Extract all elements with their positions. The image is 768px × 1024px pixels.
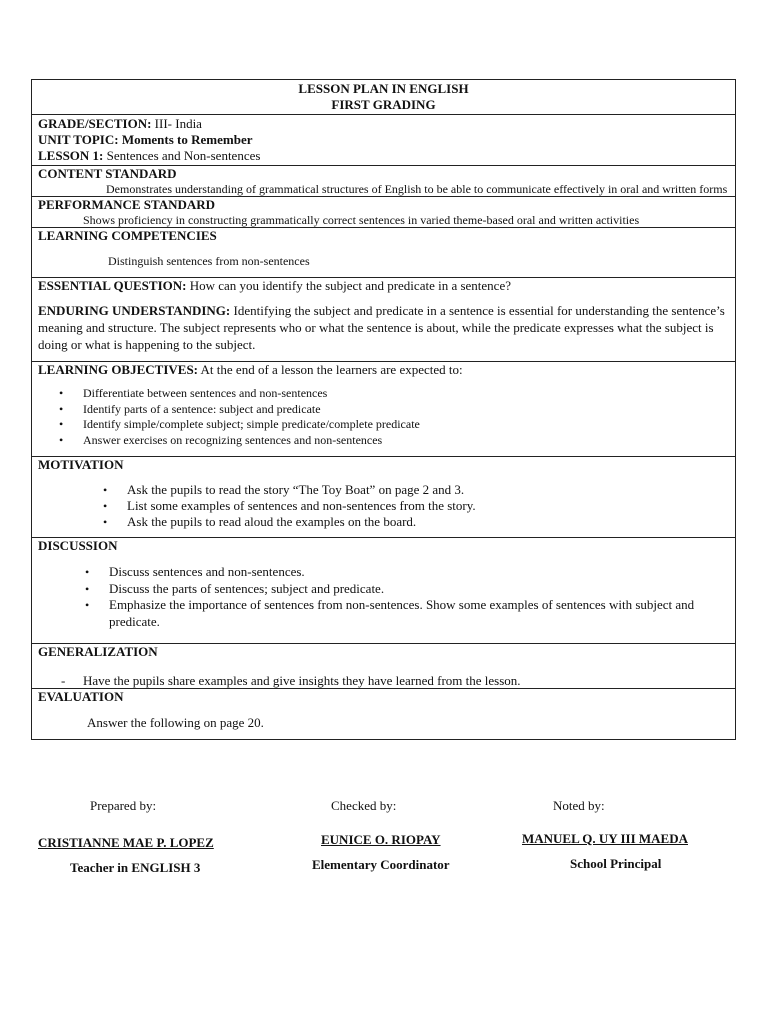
- list-item: [103, 498, 729, 514]
- bullet-icon: •: [103, 499, 108, 513]
- learning-objectives-label: LEARNING OBJECTIVES:: [38, 362, 199, 377]
- lesson-value: Sentences and Non-sentences: [103, 148, 261, 163]
- enduring-understanding-label: ENDURING UNDERSTANDING:: [38, 303, 231, 318]
- list-item: [103, 482, 729, 498]
- checked-by-label: Checked by:: [331, 798, 397, 813]
- lesson-label: LESSON 1:: [38, 148, 104, 163]
- unit-label: UNIT TOPIC: [38, 132, 115, 147]
- unit-topic-line: [38, 132, 729, 148]
- noted-by-label: Noted by:: [553, 798, 605, 813]
- list-item: [59, 401, 729, 418]
- list-item: [85, 597, 729, 630]
- motivation-label: MOTIVATION: [38, 457, 124, 472]
- learning-competencies-text: Distinguish sentences from non-sentences: [108, 254, 310, 268]
- list-item: [103, 514, 729, 530]
- learning-competencies-label: LEARNING COMPETENCIES: [38, 228, 217, 243]
- evaluation-section: [32, 689, 735, 739]
- motivation-text: List some examples of sentences and non-sentences from the story.: [127, 498, 476, 513]
- document-title: LESSON PLAN IN ENGLISH: [298, 81, 469, 96]
- learning-objectives-section: [32, 362, 735, 457]
- generalization-text: Have the pupils share examples and give insights they have learned from the lesson.: [83, 673, 521, 688]
- essential-question-text: How can you identify the subject and predicate in a sentence?: [186, 278, 511, 293]
- learning-objectives-intro: At the end of a lesson the learners are expected to:: [198, 362, 463, 377]
- discussion-text: Emphasize the importance of sentences from non-sentences. Show some examples of sentences with subject and predicate.: [109, 597, 695, 629]
- objectives-list: [38, 386, 729, 448]
- grade-section-line: [38, 116, 729, 132]
- generalization-label: GENERALIZATION: [38, 644, 158, 659]
- discussion-text: Discuss the parts of sentences; subject and predicate.: [109, 580, 385, 596]
- bullet-icon: •: [59, 386, 64, 400]
- discussion-list: [38, 564, 729, 630]
- evaluation-label: EVALUATION: [38, 689, 124, 704]
- list-item: [59, 417, 729, 433]
- info-section: [32, 115, 735, 166]
- bullet-icon: •: [85, 598, 90, 612]
- essential-question-label: ESSENTIAL QUESTION:: [38, 278, 187, 293]
- dash-icon: -: [61, 673, 66, 688]
- bullet-icon: •: [103, 515, 108, 529]
- performance-standard-section: [32, 197, 735, 228]
- enduring-understanding-text: Identifying the subject and predicate in a sentence is essential for understanding the sentence’s meaning and structure. The subject represents who or what the sentence is about, while the predicate expresses what the subject is doing or what is happening to the subject.: [38, 303, 725, 352]
- list-item: [59, 432, 729, 449]
- noted-by-title: School Principal: [570, 856, 662, 871]
- prepared-by-name: CRISTIANNE MAE P. LOPEZ: [38, 835, 214, 850]
- generalization-item: [38, 673, 729, 689]
- checked-by-title: Elementary Coordinator: [312, 857, 450, 872]
- learning-objectives-line: [38, 362, 729, 378]
- prepared-by-label: Prepared by:: [90, 798, 157, 813]
- motivation-text: Ask the pupils to read aloud the examples on the board.: [127, 514, 417, 529]
- bullet-icon: •: [59, 401, 64, 416]
- lesson-plan-table: [31, 79, 736, 740]
- discussion-section: [32, 538, 735, 644]
- content-standard-label: CONTENT STANDARD: [38, 166, 177, 181]
- lesson-line: [38, 148, 729, 164]
- objective-text: Differentiate between sentences and non-sentences: [83, 386, 328, 400]
- noted-by-name: MANUEL Q. UY III MAEDA: [522, 831, 688, 846]
- discussion-text: Discuss sentences and non-sentences.: [109, 564, 305, 579]
- document-subtitle: FIRST GRADING: [331, 97, 436, 112]
- bullet-icon: •: [103, 483, 108, 497]
- bullet-icon: •: [59, 417, 64, 431]
- discussion-label: DISCUSSION: [38, 538, 118, 553]
- enduring-understanding: [38, 302, 729, 353]
- learning-competencies-section: [32, 228, 735, 278]
- content-standard-text: Demonstrates understanding of grammatical structures of English to be able to communicate effectively in oral and written forms: [106, 182, 728, 196]
- essential-section: [32, 278, 735, 362]
- objective-text: Identify simple/complete subject; simple predicate/complete predicate: [83, 417, 420, 431]
- objective-text: Identify parts of a sentence: subject and predicate: [83, 401, 321, 416]
- content-standard-section: [32, 166, 735, 197]
- essential-question-line: [38, 278, 729, 294]
- performance-standard-label: PERFORMANCE STANDARD: [38, 197, 216, 212]
- motivation-list: [38, 482, 729, 530]
- bullet-icon: •: [85, 565, 90, 579]
- performance-standard-text: Shows proficiency in constructing grammatically correct sentences in varied theme-based oral and written activities: [83, 213, 640, 227]
- grade-label: GRADE/SECTION:: [38, 116, 152, 131]
- bullet-icon: •: [85, 581, 90, 596]
- bullet-icon: •: [59, 432, 64, 447]
- generalization-section: [32, 644, 735, 689]
- unit-value: : Moments to Remember: [114, 132, 253, 147]
- grade-value: III- India: [151, 116, 202, 131]
- evaluation-text: Answer the following on page 20.: [87, 715, 264, 730]
- list-item: [59, 386, 729, 402]
- prepared-by-title: Teacher in ENGLISH 3: [70, 860, 201, 875]
- table-header: [32, 80, 735, 115]
- motivation-text: Ask the pupils to read the story “The Toy Boat” on page 2 and 3.: [127, 482, 465, 497]
- list-item: [85, 580, 729, 598]
- checked-by-name: EUNICE O. RIOPAY: [321, 832, 441, 847]
- objective-text: Answer exercises on recognizing sentences and non-sentences: [83, 432, 383, 447]
- motivation-section: [32, 457, 735, 538]
- list-item: [85, 564, 729, 581]
